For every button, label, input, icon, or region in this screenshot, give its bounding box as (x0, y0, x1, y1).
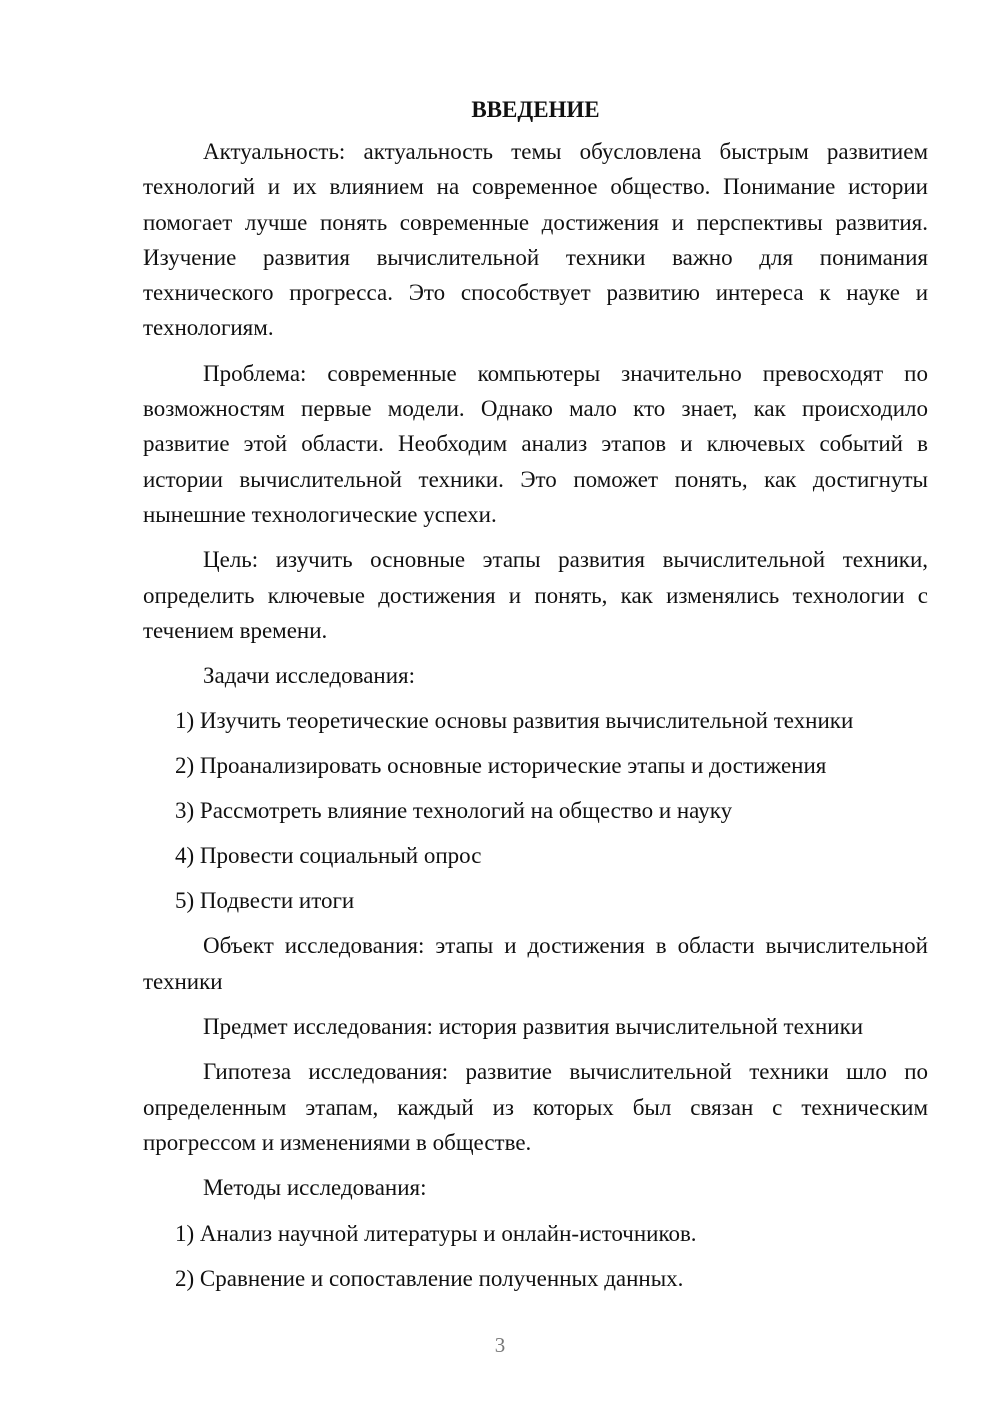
page-number: 3 (494, 1333, 506, 1357)
list-item: 1) Изучить теоретические основы развития вычислительной техники (175, 708, 854, 734)
list-item: 2) Сравнение и сопоставление полученных данных. (175, 1265, 684, 1291)
list-item: 4) Провести социальный опрос (175, 843, 482, 869)
hypothesis-paragraph: Гипотеза исследования: развитие вычислительной техники шло по определенным этапам, каждый из которых был связан с техническим прогрессом и изменениями в обществе. (143, 1059, 928, 1155)
methods-list (143, 1216, 928, 1296)
methods-heading: Методы исследования: (203, 1175, 427, 1201)
list-item: 3) Рассмотреть влияние технологий на общество и науку (175, 798, 733, 824)
document-page (143, 92, 928, 1306)
problem-paragraph: Проблема: современные компьютеры значительно превосходят по возможностям первые модели. Однако мало кто знает, как происходило развитие этой области. Необходим анализ этапов и ключевых событий в истории вычислительной техники. Это поможет понять, как достигнуты нынешние технологические успехи. (143, 360, 928, 527)
list-item: 1) Анализ научной литературы и онлайн-источников. (175, 1220, 697, 1246)
subject-paragraph: Предмет исследования: история развития вычислительной техники (203, 1014, 864, 1040)
list-item: 5) Подвести итоги (175, 888, 355, 914)
page-title: ВВЕДЕНИЕ (471, 97, 600, 122)
tasks-heading: Задачи исследования: (203, 663, 416, 689)
list-item: 2) Проанализировать основные исторические этапы и достижения (175, 753, 827, 779)
object-paragraph: Объект исследования: этапы и достижения в области вычислительной техники (143, 933, 928, 994)
tasks-list (143, 703, 928, 918)
relevance-paragraph: Актуальность: актуальность темы обусловлена быстрым развитием технологий и их влиянием на современное общество. Понимание истории помогает лучше понять современные достижения и перспективы развития. Изучение развития вычислительной техники важно для понимания технического прогресса. Это способствует развитию интереса к науке и технологиям. (143, 139, 928, 341)
goal-paragraph: Цель: изучить основные этапы развития вычислительной техники, определить ключевые достижения и понять, как изменялись технологии с течением времени. (143, 547, 928, 643)
